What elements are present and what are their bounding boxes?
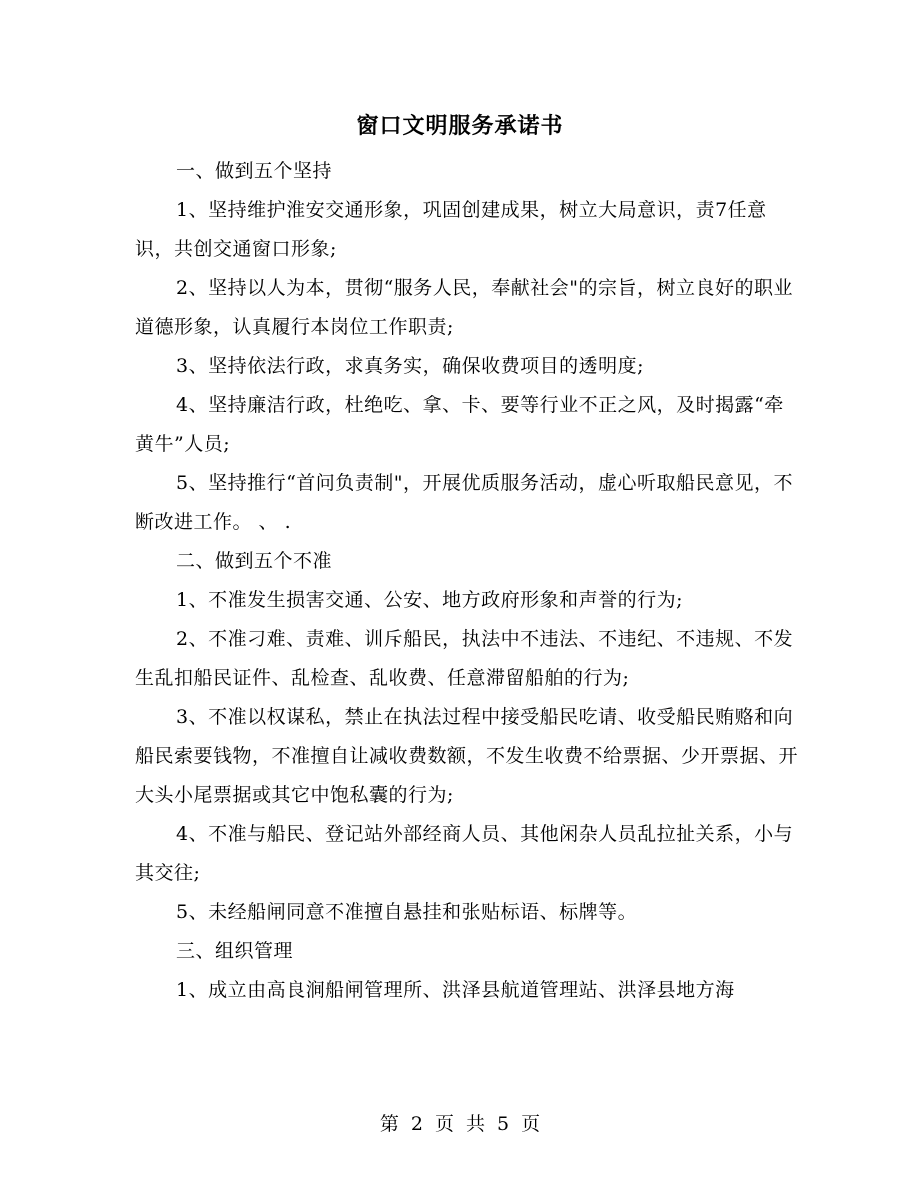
section-heading-1: 一、做到五个坚持 xyxy=(176,160,333,182)
paragraph: 3、不准以权谋私，禁止在执法过程中接受船民吃请、收受船民贿赂和向船民索要钱物，不准擅自让减收费数额，不发生收费不给票据、少开票据、开大头小尾票据或其它中饱私囊的行为; xyxy=(135,706,799,806)
paragraph: 4、坚持廉洁行政，杜绝吃、拿、卡、要等行业不正之风，及时揭露“牵黄牛”人员; xyxy=(135,394,784,455)
section-heading-2: 二、做到五个不准 xyxy=(176,550,333,572)
section-heading-3: 三、组织管理 xyxy=(176,940,294,962)
paragraph: 3、坚持依法行政，求真务实，确保收费项目的透明度; xyxy=(176,355,644,377)
paragraph: 1、坚持维护淮安交通形象，巩固创建成果，树立大局意识，责7任意识，共创交通窗口形象; xyxy=(135,199,767,260)
paragraph: 2、不准刁难、责难、训斥船民，执法中不违法、不违纪、不违规、不发生乱扣船民证件、乱检查、乱收费、任意滞留船舶的行为; xyxy=(135,628,794,689)
paragraph: 4、不准与船民、登记站外部经商人员、其他闲杂人员乱拉扯关系，小与其交往; xyxy=(135,823,794,884)
paragraph: 1、成立由高良涧船闸管理所、洪泽县航道管理站、洪泽县地方海 xyxy=(176,979,735,1001)
paragraph: 5、未经船闸同意不准擅自悬挂和张贴标语、标牌等。 xyxy=(176,901,638,923)
document-body xyxy=(135,152,800,1010)
paragraph: 2、坚持以人为本，贯彻“服务人民，奉献社会"的宗旨，树立良好的职业道德形象，认真履行本岗位工作职责; xyxy=(135,277,794,338)
paragraph: 1、不准发生损害交通、公安、地方政府形象和声誉的行为; xyxy=(176,589,683,611)
paragraph: 5、坚持推行“首问负责制"，开展优质服务活动，虚心听取船民意见，不断改进工作。 、 . xyxy=(135,472,794,533)
page-number-footer: 第 2 页 共 5 页 xyxy=(379,1113,541,1135)
document-title: 窗口文明服务承诺书 xyxy=(356,113,564,139)
